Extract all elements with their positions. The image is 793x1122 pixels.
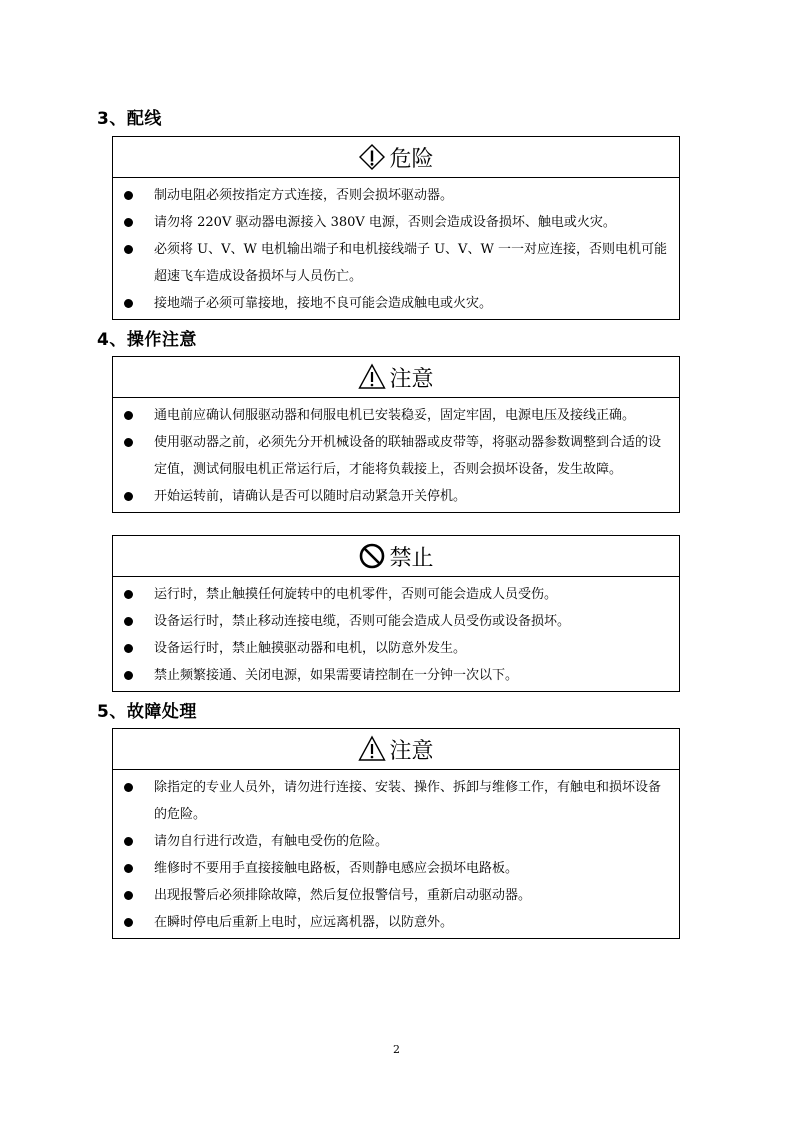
list-item-text: 禁止频繁接通、关闭电源，如果需要请控制在一分钟一次以下。: [154, 668, 519, 683]
caution-box-title: 注意: [389, 738, 434, 764]
list-item-text: 在瞬时停电后重新上电时，应远离机器，以防意外。: [154, 915, 454, 930]
prohibited-circle-icon: [358, 542, 386, 570]
list-item-text: 维修时不要用手直接接触电路板，否则静电感应会损坏电路板。: [154, 861, 519, 876]
caution-box-fault: [112, 728, 680, 939]
caution-box-title: 注意: [389, 366, 434, 392]
list-item-text: 运行时，禁止触摸任何旋转中的电机零件，否则可能会造成人员受伤。: [154, 587, 558, 602]
list-item: [119, 635, 673, 662]
list-item: [119, 608, 673, 635]
list-item: [119, 209, 673, 236]
list-item-text: 必须将 U、V、W 电机输出端子和电机接线端子 U、V、W 一一对应连接，否则电机可能超速飞车造成设备损坏与人员伤亡。: [154, 242, 667, 284]
list-item: [119, 581, 673, 608]
prohibition-box-body: [113, 577, 679, 691]
diamond-exclamation-icon: [358, 143, 386, 171]
list-item-text: 开始运转前，请确认是否可以随时启动紧急开关停机。: [154, 489, 467, 504]
list-item-text: 请勿自行进行改造，有触电受伤的危险。: [154, 834, 389, 849]
section-title-wiring: 3、配线: [97, 109, 162, 129]
danger-box-title: 危险: [389, 146, 434, 172]
prohibition-box: [112, 535, 680, 692]
danger-box: [112, 136, 680, 320]
danger-box-body: [113, 178, 679, 319]
list-item: [119, 429, 673, 483]
section-title-fault: 5、故障处理: [97, 702, 197, 722]
list-item-text: 出现报警后必须排除故障，然后复位报警信号，重新启动驱动器。: [154, 888, 532, 903]
page-number: 2: [393, 1043, 400, 1056]
list-item: [119, 774, 673, 828]
list-item: [119, 290, 673, 317]
list-item: [119, 828, 673, 855]
list-item-text: 设备运行时，禁止移动连接电缆，否则可能会造成人员受伤或设备损坏。: [154, 614, 571, 629]
warning-triangle-icon: [358, 363, 386, 391]
list-item-text: 制动电阻必须按指定方式连接，否则会损坏驱动器。: [154, 188, 454, 203]
list-item-text: 通电前应确认伺服驱动器和伺服电机已安装稳妥，固定牢固，电源电压及接线正确。: [154, 408, 636, 423]
list-item: [119, 909, 673, 936]
prohibition-box-header: [113, 536, 679, 577]
list-item-text: 请勿将 220V 驱动器电源接入 380V 电源，否则会造成设备损坏、触电或火灾。: [154, 215, 616, 230]
warning-triangle-icon: [358, 735, 386, 763]
list-item: [119, 182, 673, 209]
caution-box-body: [113, 770, 679, 938]
list-item: [119, 483, 673, 510]
list-item-text: 设备运行时，禁止触摸驱动器和电机，以防意外发生。: [154, 641, 467, 656]
section-title-operation: 4、操作注意: [97, 330, 197, 350]
list-item: [119, 662, 673, 689]
list-item-text: 接地端子必须可靠接地，接地不良可能会造成触电或火灾。: [154, 296, 493, 311]
list-item-text: 除指定的专业人员外，请勿进行连接、安装、操作、拆卸与维修工作，有触电和损坏设备的危险。: [154, 780, 662, 822]
list-item: [119, 882, 673, 909]
prohibition-box-title: 禁止: [389, 545, 434, 571]
caution-box-operation: [112, 356, 680, 513]
list-item: [119, 236, 673, 290]
danger-box-header: [113, 137, 679, 178]
list-item-text: 使用驱动器之前，必须先分开机械设备的联轴器或皮带等，将驱动器参数调整到合适的设定值，测试伺服电机正常运行后，才能将负载接上，否则会损坏设备，发生故障。: [154, 435, 662, 477]
caution-box-header: [113, 729, 679, 770]
caution-box-body: [113, 398, 679, 512]
list-item: [119, 855, 673, 882]
list-item: [119, 402, 673, 429]
caution-box-header: [113, 357, 679, 398]
